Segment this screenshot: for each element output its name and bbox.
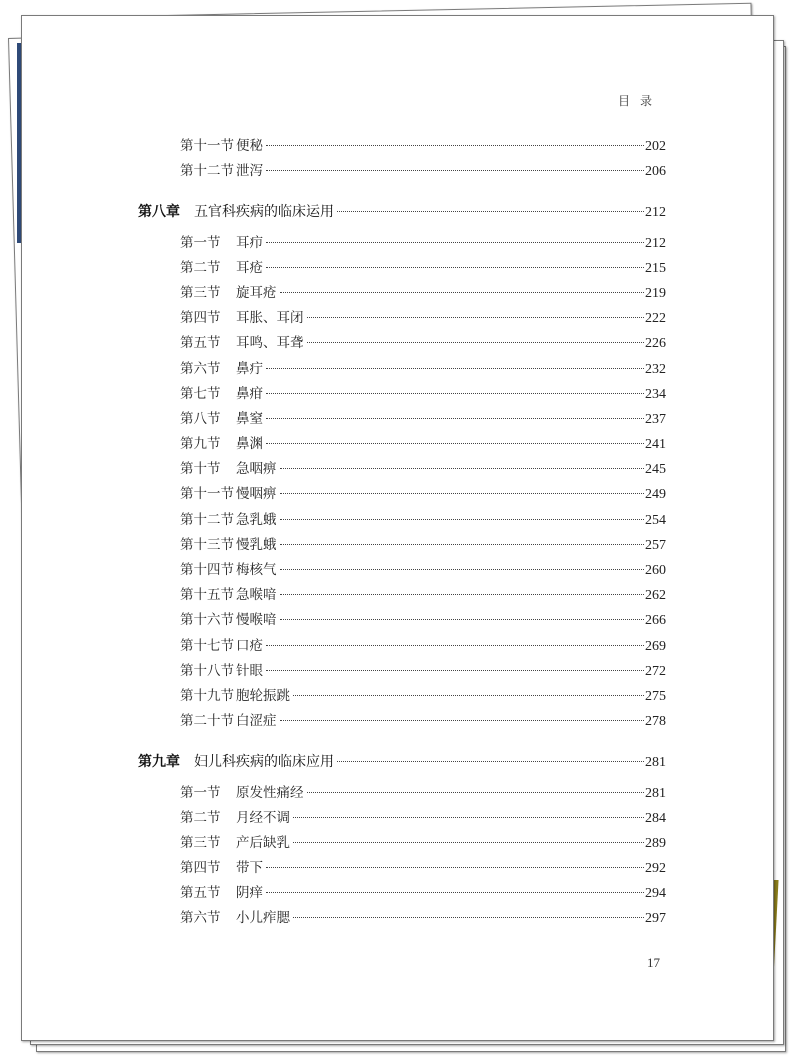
toc-section-entry[interactable] bbox=[138, 583, 666, 608]
entry-title: 鼻渊 bbox=[236, 436, 263, 453]
entry-number: 第二节 bbox=[180, 259, 221, 276]
entry-number: 第四节 bbox=[180, 860, 221, 877]
entry-number: 第九章 bbox=[138, 754, 180, 771]
toc-chapter-entry[interactable] bbox=[138, 200, 666, 225]
dot-leader bbox=[266, 443, 644, 444]
entry-page: 262 bbox=[645, 588, 666, 604]
toc-section-entry[interactable] bbox=[138, 831, 666, 856]
toc-chapter-entry[interactable] bbox=[138, 750, 666, 775]
entry-page: 275 bbox=[645, 688, 666, 704]
entry-page: 245 bbox=[645, 462, 666, 478]
entry-title: 鼻疳 bbox=[236, 385, 263, 402]
toc-section-entry[interactable] bbox=[138, 533, 666, 558]
entry-title: 便秘 bbox=[236, 138, 263, 154]
entry-page: 219 bbox=[645, 285, 666, 301]
toc-section-entry[interactable] bbox=[138, 856, 666, 881]
entry-title: 产后缺乳 bbox=[236, 834, 290, 851]
entry-number: 第二十节 bbox=[180, 713, 234, 730]
entry-page: 222 bbox=[645, 311, 666, 327]
toc-section-entry[interactable] bbox=[138, 684, 666, 709]
dot-leader bbox=[293, 817, 644, 818]
entry-title: 旋耳疮 bbox=[236, 284, 277, 301]
entry-number: 第五节 bbox=[180, 885, 221, 902]
dot-leader bbox=[293, 917, 644, 918]
page-number: 17 bbox=[647, 955, 660, 970]
entry-page: 297 bbox=[645, 911, 666, 927]
entry-number: 第一节 bbox=[180, 784, 221, 801]
toc-section-entry[interactable] bbox=[138, 608, 666, 633]
entry-title: 泄泻 bbox=[236, 163, 263, 180]
toc-section-entry[interactable] bbox=[138, 159, 666, 184]
dot-leader bbox=[293, 695, 644, 696]
entry-page: 226 bbox=[645, 336, 666, 352]
dot-leader bbox=[280, 519, 645, 520]
entry-number: 第十四节 bbox=[180, 562, 234, 578]
toc-section-entry[interactable] bbox=[138, 281, 666, 306]
entry-page: 237 bbox=[645, 411, 666, 427]
entry-page: 202 bbox=[645, 139, 666, 154]
entry-page: 292 bbox=[645, 861, 666, 877]
entry-page: 278 bbox=[645, 714, 666, 730]
dot-leader bbox=[266, 670, 644, 671]
entry-title: 鼻窒 bbox=[236, 410, 263, 427]
entry-title: 耳疖 bbox=[236, 234, 263, 251]
entry-title: 胞轮振跳 bbox=[236, 687, 290, 704]
toc-section-entry[interactable] bbox=[138, 709, 666, 734]
entry-page: 260 bbox=[645, 563, 666, 578]
toc-section-entry[interactable] bbox=[138, 781, 666, 806]
entry-title: 带下 bbox=[236, 860, 263, 877]
dot-leader bbox=[266, 145, 644, 146]
dot-leader bbox=[337, 211, 644, 212]
toc-section-entry[interactable] bbox=[138, 331, 666, 356]
entry-number: 第七节 bbox=[180, 385, 221, 402]
toc-section-entry[interactable] bbox=[138, 407, 666, 432]
dot-leader bbox=[266, 645, 644, 646]
entry-page: 215 bbox=[645, 260, 666, 276]
entry-number: 第六节 bbox=[180, 910, 221, 927]
dot-leader bbox=[280, 468, 645, 469]
entry-number: 第十一节 bbox=[180, 486, 234, 503]
dot-leader bbox=[280, 569, 645, 570]
toc-section-entry[interactable] bbox=[138, 659, 666, 684]
table-of-contents bbox=[138, 134, 666, 932]
entry-page: 281 bbox=[645, 785, 666, 801]
entry-title: 耳疮 bbox=[236, 259, 263, 276]
dot-leader bbox=[266, 368, 644, 369]
entry-number: 第二节 bbox=[180, 809, 221, 826]
dot-leader bbox=[280, 720, 645, 721]
entry-number: 第十九节 bbox=[180, 687, 234, 704]
entry-title: 小儿痄腮 bbox=[236, 910, 290, 927]
toc-section-entry[interactable] bbox=[138, 134, 666, 159]
entry-page: 272 bbox=[645, 663, 666, 679]
entry-title: 月经不调 bbox=[236, 809, 290, 826]
entry-page: 257 bbox=[645, 537, 666, 553]
dot-leader bbox=[280, 594, 645, 595]
entry-title: 急乳蛾 bbox=[236, 511, 277, 528]
toc-section-entry[interactable] bbox=[138, 382, 666, 407]
toc-section-entry[interactable] bbox=[138, 881, 666, 906]
entry-title: 慢喉喑 bbox=[236, 612, 277, 629]
entry-title: 白涩症 bbox=[236, 713, 277, 730]
toc-section-entry[interactable] bbox=[138, 482, 666, 507]
entry-page: 249 bbox=[645, 487, 666, 503]
entry-page: 206 bbox=[645, 164, 666, 180]
entry-number: 第十五节 bbox=[180, 587, 234, 604]
entry-title: 耳鸣、耳聋 bbox=[236, 335, 304, 352]
entry-number: 第一节 bbox=[180, 234, 221, 251]
toc-section-entry[interactable] bbox=[138, 906, 666, 931]
entry-page: 241 bbox=[645, 437, 666, 453]
dot-leader bbox=[280, 292, 645, 293]
entry-title: 妇儿科疾病的临床应用 bbox=[194, 754, 334, 771]
entry-title: 急喉喑 bbox=[236, 587, 277, 604]
entry-page: 254 bbox=[645, 512, 666, 528]
entry-number: 第十六节 bbox=[180, 612, 234, 629]
entry-page: 266 bbox=[645, 613, 666, 629]
entry-number: 第十二节 bbox=[180, 163, 234, 180]
dot-leader bbox=[266, 242, 644, 243]
entry-number: 第五节 bbox=[180, 335, 221, 352]
entry-title: 口疮 bbox=[236, 637, 263, 654]
entry-page: 281 bbox=[645, 755, 666, 771]
entry-title: 鼻疔 bbox=[236, 360, 263, 377]
entry-title: 针眼 bbox=[236, 662, 263, 679]
dot-leader bbox=[280, 544, 645, 545]
dot-leader bbox=[280, 619, 645, 620]
entry-number: 第三节 bbox=[180, 284, 221, 301]
running-header: 目录 bbox=[617, 94, 662, 108]
entry-number: 第十二节 bbox=[180, 511, 234, 528]
dot-leader bbox=[266, 418, 644, 419]
dot-leader bbox=[293, 842, 644, 843]
entry-page: 212 bbox=[645, 235, 666, 251]
entry-page: 294 bbox=[645, 886, 666, 902]
entry-title: 梅核气 bbox=[236, 562, 277, 578]
entry-number: 第九节 bbox=[180, 436, 221, 453]
dot-leader bbox=[337, 761, 644, 762]
entry-number: 第八节 bbox=[180, 410, 221, 427]
entry-title: 急咽痹 bbox=[236, 461, 277, 478]
entry-title: 原发性痛经 bbox=[236, 784, 304, 801]
toc-section-entry[interactable] bbox=[138, 432, 666, 457]
entry-page: 269 bbox=[645, 638, 666, 654]
entry-page: 232 bbox=[645, 361, 666, 377]
entry-number: 第八章 bbox=[138, 204, 180, 221]
entry-page: 289 bbox=[645, 835, 666, 851]
entry-number: 第三节 bbox=[180, 834, 221, 851]
dot-leader bbox=[266, 867, 644, 868]
entry-title: 慢乳蛾 bbox=[236, 536, 277, 553]
dot-leader bbox=[266, 170, 644, 171]
dot-leader bbox=[266, 393, 644, 394]
dot-leader bbox=[307, 792, 645, 793]
dot-leader bbox=[307, 317, 645, 318]
entry-page: 212 bbox=[645, 205, 666, 221]
dot-leader bbox=[266, 892, 644, 893]
entry-title: 慢咽痹 bbox=[236, 486, 277, 503]
dot-leader bbox=[307, 342, 645, 343]
entry-number: 第十三节 bbox=[180, 536, 234, 553]
toc-section-entry[interactable] bbox=[138, 256, 666, 281]
entry-page: 284 bbox=[645, 810, 666, 826]
entry-title: 五官科疾病的临床运用 bbox=[194, 204, 334, 221]
entry-title: 阴痒 bbox=[236, 885, 263, 902]
entry-number: 第十节 bbox=[180, 461, 221, 478]
entry-page: 234 bbox=[645, 386, 666, 402]
entry-number: 第十一节 bbox=[180, 138, 234, 154]
entry-number: 第十八节 bbox=[180, 662, 234, 679]
toc-section-entry[interactable] bbox=[138, 634, 666, 659]
dot-leader bbox=[280, 493, 645, 494]
toc-section-entry[interactable] bbox=[138, 457, 666, 482]
entry-number: 第四节 bbox=[180, 310, 221, 327]
dot-leader bbox=[266, 267, 644, 268]
toc-section-entry[interactable] bbox=[138, 306, 666, 331]
toc-section-entry[interactable] bbox=[138, 508, 666, 533]
entry-number: 第六节 bbox=[180, 360, 221, 377]
toc-section-entry[interactable] bbox=[138, 357, 666, 382]
toc-section-entry[interactable] bbox=[138, 558, 666, 583]
entry-number: 第十七节 bbox=[180, 637, 234, 654]
toc-section-entry[interactable] bbox=[138, 231, 666, 256]
entry-title: 耳胀、耳闭 bbox=[236, 310, 304, 327]
toc-section-entry[interactable] bbox=[138, 806, 666, 831]
